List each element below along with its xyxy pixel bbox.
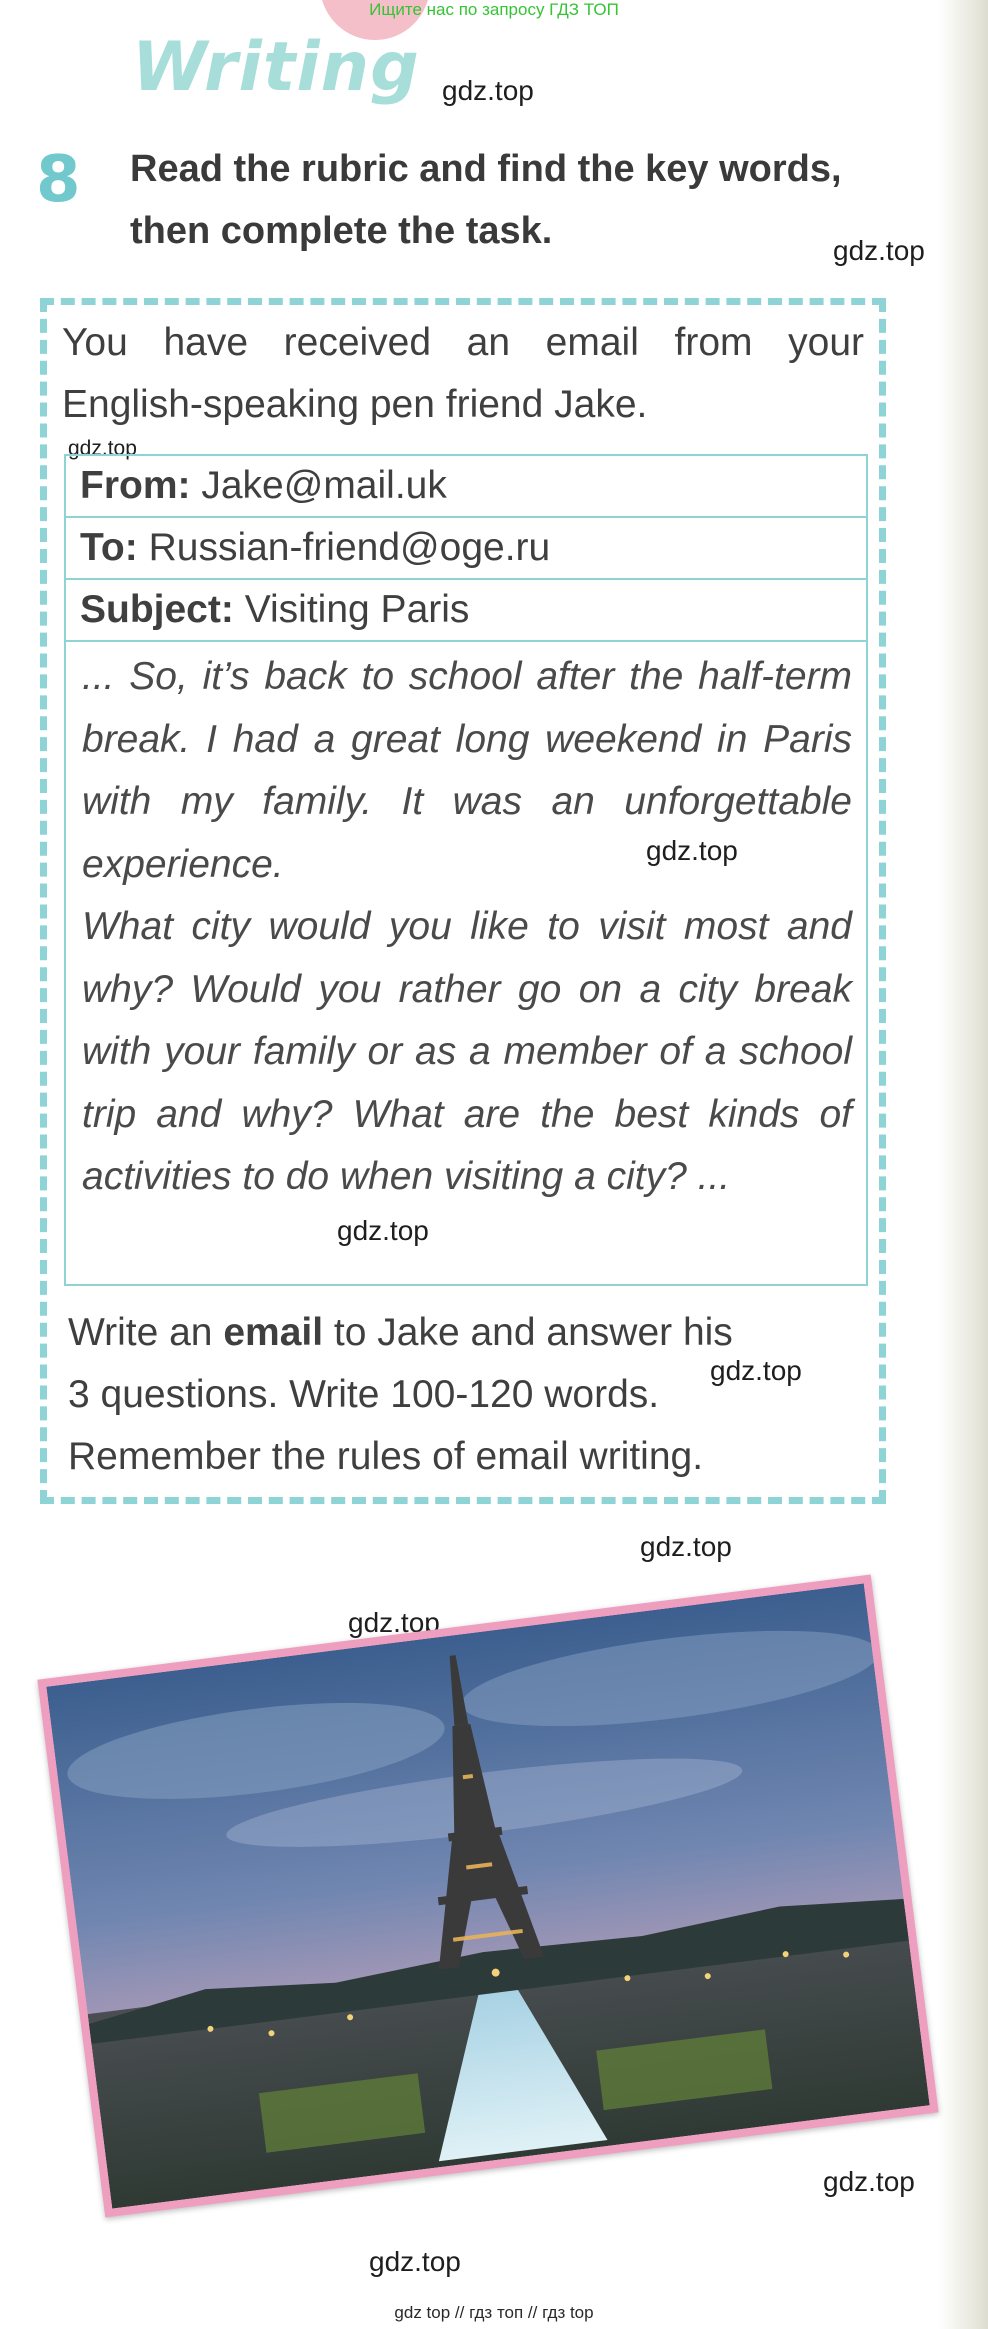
watermark: gdz.top	[369, 2246, 461, 2277]
email-body	[82, 646, 852, 1209]
email-subject-value: Visiting Paris	[244, 588, 470, 631]
email-to-row	[66, 518, 866, 580]
task-instructions	[68, 1302, 828, 1488]
exercise-instruction: Read the rubric and find the key words, then complete the task.	[130, 148, 842, 252]
email-to-label: To:	[80, 526, 138, 569]
page-gutter-shadow	[938, 0, 988, 2329]
email-from-value: Jake@mail.uk	[201, 464, 447, 507]
email-subject-row	[66, 580, 866, 642]
email-body-paragraph: What city would you like to visit most and why? Would you rather go on a city break with your family or as a member of a school trip and why? What are the best kinds of activities to do when visiting a city? ...	[82, 905, 852, 1198]
watermark: gdz.top	[640, 1531, 732, 1562]
watermark: gdz.top	[68, 437, 137, 460]
watermark: gdz.top	[823, 2166, 915, 2197]
email-from-label: From:	[80, 464, 191, 507]
watermark: gdz.top	[646, 835, 738, 866]
email-card	[64, 454, 868, 1286]
eiffel-tower-illustration	[46, 1583, 929, 2208]
eiffel-tower-photo	[46, 1583, 929, 2208]
email-body-paragraph: ... So, it’s back to school after the half-term break. I had a great long weekend in Paris with my family. It was an unforgettable experience.	[82, 655, 852, 886]
section-title: Writing	[132, 28, 420, 107]
watermark: gdz.top	[348, 1607, 440, 1638]
watermark: gdz.top	[710, 1355, 802, 1386]
email-from-row	[66, 456, 866, 518]
exercise-number: 8	[36, 143, 81, 217]
task-instruction-line: Remember the rules of email writing.	[68, 1435, 704, 1478]
task-instruction-line: Write an email to Jake and answer his	[68, 1311, 733, 1354]
watermark: gdz.top	[337, 1215, 429, 1246]
top-banner-link[interactable]: Ищите нас по запросу ГДЗ ТОП	[369, 0, 619, 19]
emphasis-word: email	[223, 1311, 324, 1354]
email-subject-label: Subject:	[80, 588, 234, 631]
footer-links[interactable]: gdz top // гдз топ // гдз top	[394, 2303, 594, 2322]
watermark: gdz.top	[442, 75, 534, 106]
eiffel-tower-photo-frame	[37, 1574, 938, 2217]
task-intro: You have received an email from your English-speaking pen friend Jake.	[62, 321, 864, 426]
task-instruction-line: 3 questions. Write 100-120 words.	[68, 1373, 660, 1416]
watermark: gdz.top	[833, 235, 925, 266]
email-to-value: Russian-friend@oge.ru	[148, 526, 551, 569]
